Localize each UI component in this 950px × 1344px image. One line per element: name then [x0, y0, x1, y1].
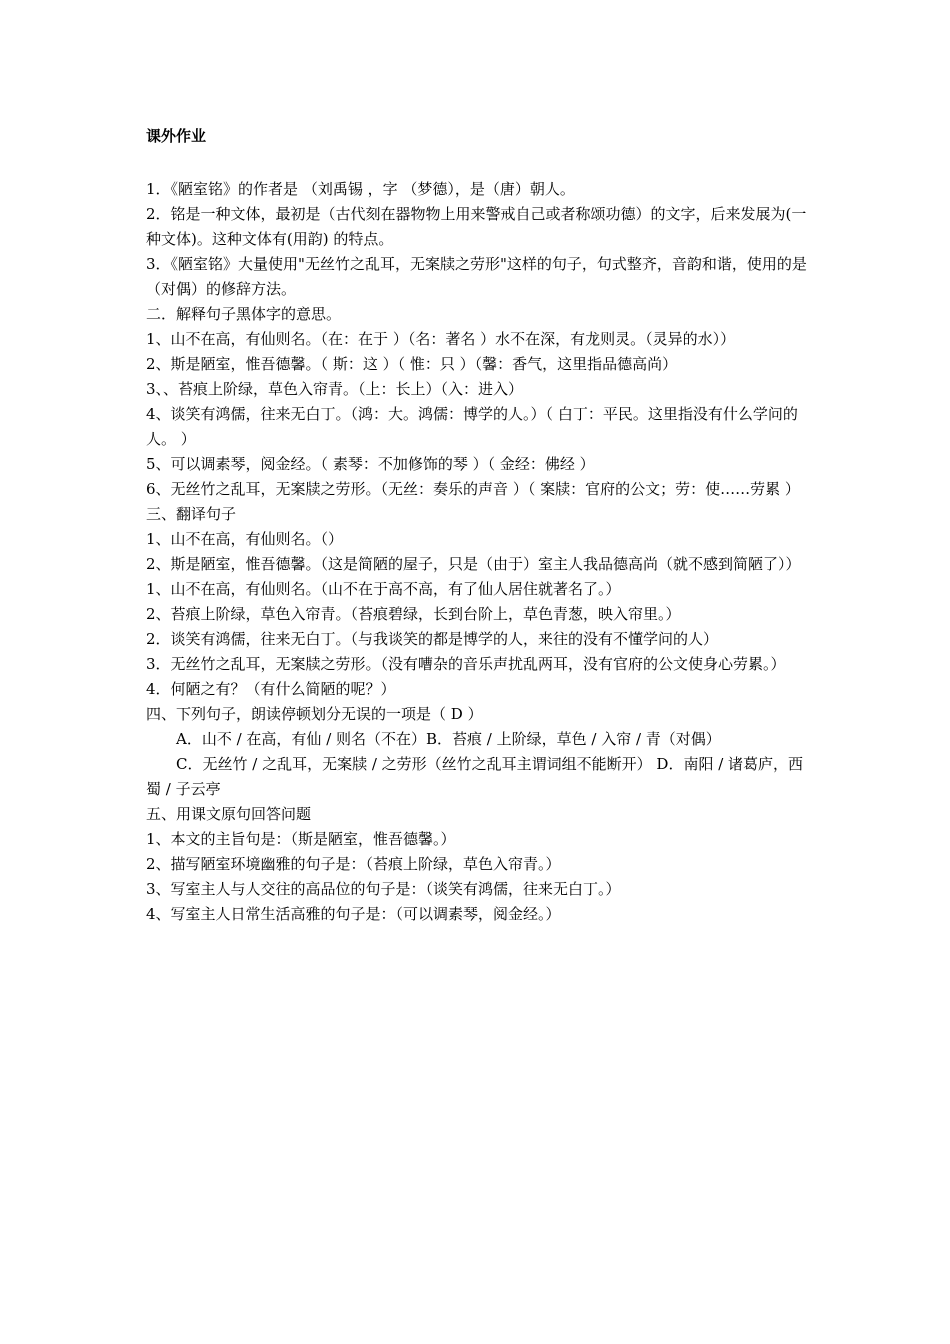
answer-item-3: 3、写室主人与人交往的高品位的句子是：（谈笑有鸿儒，往来无白丁。） [146, 880, 621, 898]
explain-item-4: 4、谈笑有鸿儒，往来无白丁。（鸿：大。鸿儒：博学的人。）（ 白丁：平民。这里指没有什么学问的人。 ） [146, 405, 798, 448]
translate-item-4: 2、苔痕上阶绿，草色入帘青。（苔痕碧绿，长到台阶上，草色青葱，映入帘里。） [146, 605, 681, 623]
translate-item-6: 3．无丝竹之乱耳，无案牍之劳形。（没有嘈杂的音乐声扰乱两耳，没有官府的公文使身心劳累。） [146, 655, 786, 673]
section-heading-answer: 五、用课文原句回答问题 [146, 805, 312, 823]
pause-options-cd: C．无丝竹 / 之乱耳，无案牍 / 之劳形（丝竹之乱耳主谓词组不能断开） D．南阳 / 诸葛庐，西蜀 / 子云亭 [146, 755, 804, 798]
question-genre: 2．铭是一种文体，最初是（古代刻在器物物上用来警戒自己或者称颂功德）的文字，后来发展为(一种文体)。这种文体有(用韵) 的特点。 [146, 205, 807, 248]
translate-item-2: 2、斯是陋室，惟吾德馨。（这是简陋的屋子，只是（由于）室主人我品德高尚（就不感到简陋了）） [146, 555, 801, 573]
section-heading-translate: 三、翻译句子 [146, 505, 237, 523]
question-rhetoric: 3．《陋室铭》大量使用"无丝竹之乱耳，无案牍之劳形"这样的句子，句式整齐，音韵和谐，使用的是（对偶）的修辞方法。 [146, 255, 807, 298]
explain-item-6: 6、无丝竹之乱耳，无案牍之劳形。（无丝：奏乐的声音 ）（ 案牍：官府的公文；劳：使……劳累 ） [146, 480, 800, 498]
translate-item-3: 1、山不在高，有仙则名。（山不在于高不高，有了仙人居住就著名了。） [146, 580, 621, 598]
explain-item-1: 1、山不在高，有仙则名。（在：在于 ）（名：著名 ）水不在深，有龙则灵。（灵异的水）） [146, 330, 736, 348]
explain-item-3: 3、、苔痕上阶绿，草色入帘青。（上：长上）（入：进入） [146, 380, 524, 398]
answer-item-1: 1、本文的主旨句是：（斯是陋室，惟吾德馨。） [146, 830, 456, 848]
document-title: 课外作业 [146, 127, 207, 145]
answer-item-2: 2、描写陋室环境幽雅的句子是：（苔痕上阶绿，草色入帘青。） [146, 855, 561, 873]
explain-item-5: 5、可以调素琴，阅金经。（ 素琴：不加修饰的琴 ）（ 金经：佛经 ） [146, 455, 595, 473]
explain-item-2: 2、斯是陋室，惟吾德馨。（ 斯：这 ）（ 惟：只 ）（馨：香气，这里指品德高尚） [146, 355, 678, 373]
section-heading-explain: 二．解释句子黑体字的意思。 [146, 305, 342, 323]
section-heading-pause: 四、下列句子，朗读停顿划分无误的一项是（ D ） [146, 705, 483, 723]
pause-options-ab: A．山不 / 在高，有仙 / 则名（不在）B．苔痕 / 上阶绿，草色 / 入帘 / 青（对偶） [176, 730, 721, 748]
translate-item-1: 1、山不在高，有仙则名。（） [146, 530, 344, 548]
translate-item-5: 2．谈笑有鸿儒，往来无白丁。（与我谈笑的都是博学的人，来往的没有不懂学问的人） [146, 630, 719, 648]
translate-item-7: 4．何陋之有？（有什么简陋的呢？） [146, 680, 396, 698]
document-page [146, 124, 816, 927]
answer-item-4: 4、写室主人日常生活高雅的句子是：（可以调素琴，阅金经。） [146, 905, 561, 923]
question-author: 1．《陋室铭》的作者是 （刘禹锡 ，字 （梦德），是（唐）朝人。 [146, 180, 575, 198]
